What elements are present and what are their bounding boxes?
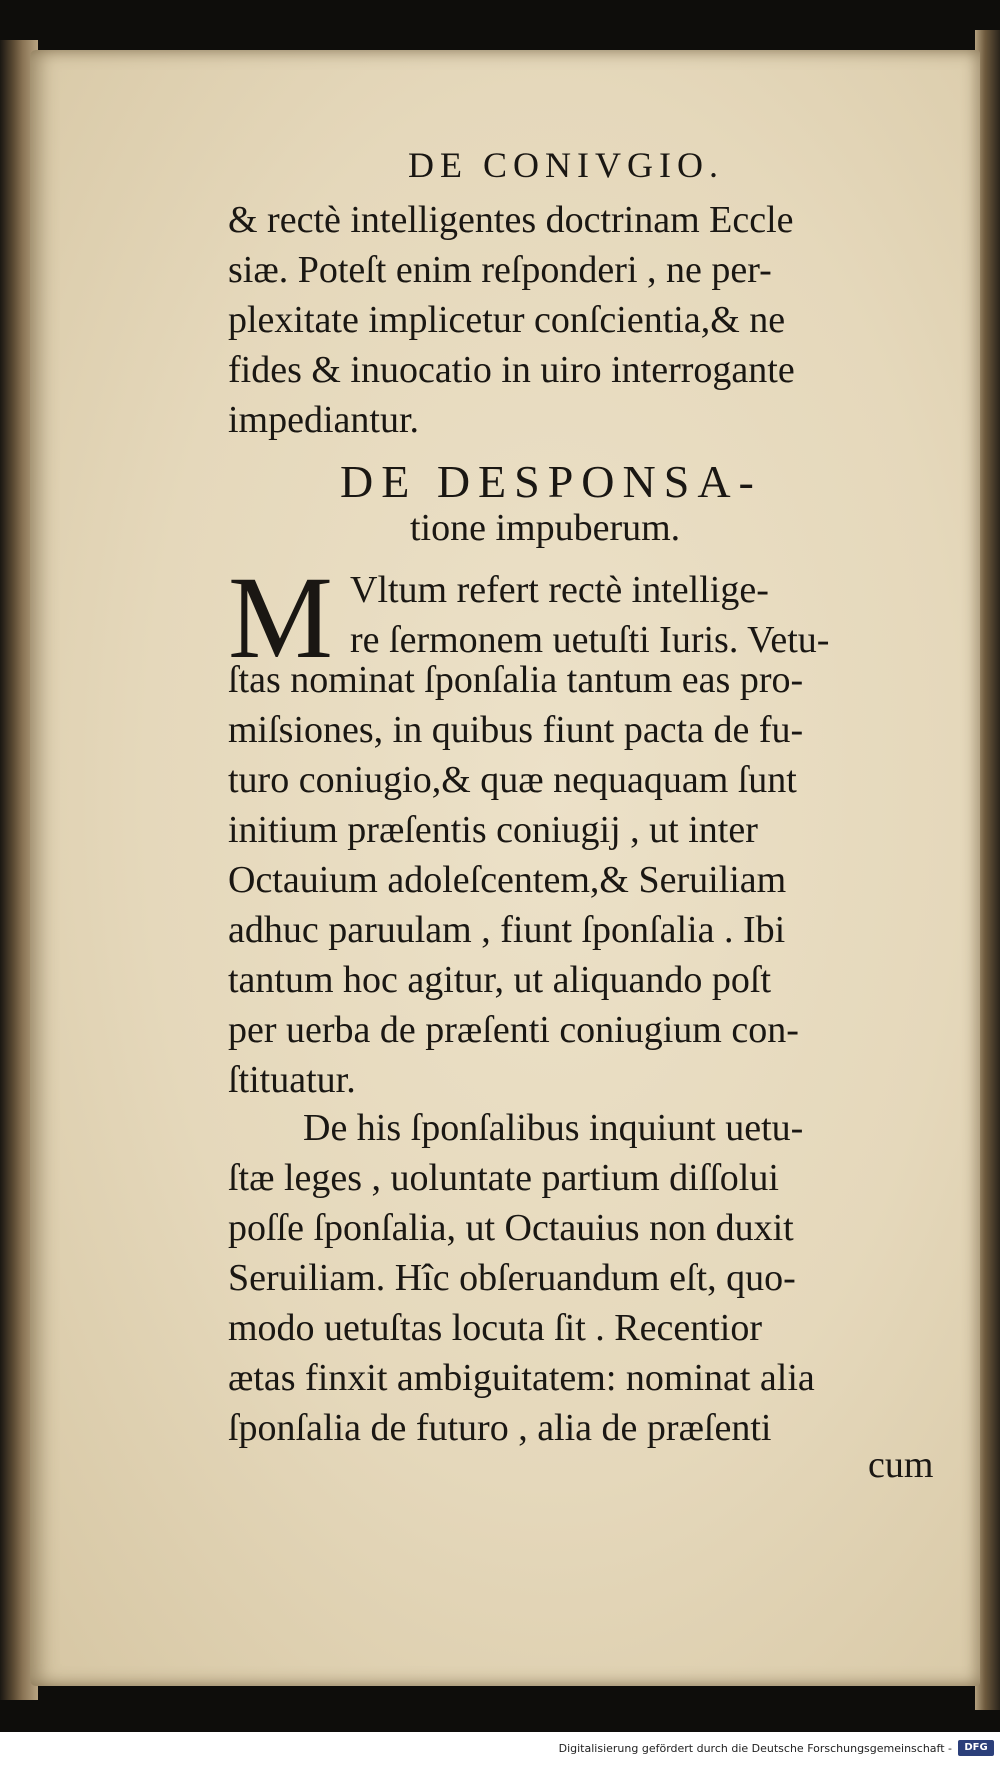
- section-heading: DE DESPONSA-: [340, 456, 762, 507]
- text-line: Seruiliam. Hîc obſeruandum eſt, quo-: [228, 1257, 796, 1299]
- text-line: Octauium adoleſcentem,& Seruiliam: [228, 859, 787, 901]
- running-head: DE CONIVGIO.: [408, 145, 724, 185]
- text-line: Vltum refert rectè intellige-: [350, 569, 769, 611]
- text-line: ſtas nominat ſponſalia tantum eas pro-: [228, 659, 804, 701]
- text-line: per uerba de præſenti coniugium con-: [228, 1009, 799, 1051]
- text-line: ætas finxit ambiguitatem: nominat alia: [228, 1357, 815, 1399]
- text-line: re ſermonem uetuſti Iuris. Vetu-: [350, 619, 830, 661]
- section-heading-continued: tione impuberum.: [410, 507, 681, 549]
- text-line: plexitate implicetur conſcientia,& ne: [228, 299, 786, 341]
- catchword: cum: [868, 1444, 934, 1486]
- text-line: initium præſentis coniugij , ut inter: [228, 809, 758, 851]
- funding-credit: Digitalisierung gefördert durch die Deutsche Forschungsgemeinschaft -: [558, 1742, 952, 1755]
- text-line: & rectè intelligentes doctrinam Eccle: [228, 199, 794, 241]
- text-line: impediantur.: [228, 399, 420, 441]
- text-line: ſtituatur.: [228, 1059, 356, 1101]
- drop-cap: M: [228, 552, 333, 683]
- dfg-logo[interactable]: DFG: [958, 1740, 994, 1756]
- paragraph-1: [228, 655, 958, 1105]
- text-line: fides & inuocatio in uiro interrogante: [228, 349, 795, 391]
- text-line: De his ſponſalibus inquiunt uetu-: [303, 1107, 804, 1149]
- text-line: adhuc paruulam , fiunt ſponſalia . Ibi: [228, 909, 786, 951]
- text-line: poſſe ſponſalia, ut Octauius non duxit: [228, 1207, 794, 1249]
- text-line: ſtæ leges , uoluntate partium diſſolui: [228, 1157, 779, 1199]
- text-line: ſponſalia de futuro , alia de præſenti: [228, 1407, 772, 1449]
- text-line: modo uetuſtas locuta ſit . Recentior: [228, 1307, 762, 1349]
- text-line: turo coniugio,& quæ nequaquam ſunt: [228, 759, 797, 801]
- text-line: siæ. Poteſt enim reſponderi , ne per-: [228, 249, 772, 291]
- paragraph-2: [228, 1103, 958, 1453]
- text-line: miſsiones, in quibus fiunt pacta de fu-: [228, 709, 804, 751]
- digitization-footer: [0, 1732, 1000, 1766]
- text-line: tantum hoc agitur, ut aliquando poſt: [228, 959, 772, 1001]
- paragraph-opening-lines: [350, 565, 829, 665]
- body-text-top: [228, 195, 958, 445]
